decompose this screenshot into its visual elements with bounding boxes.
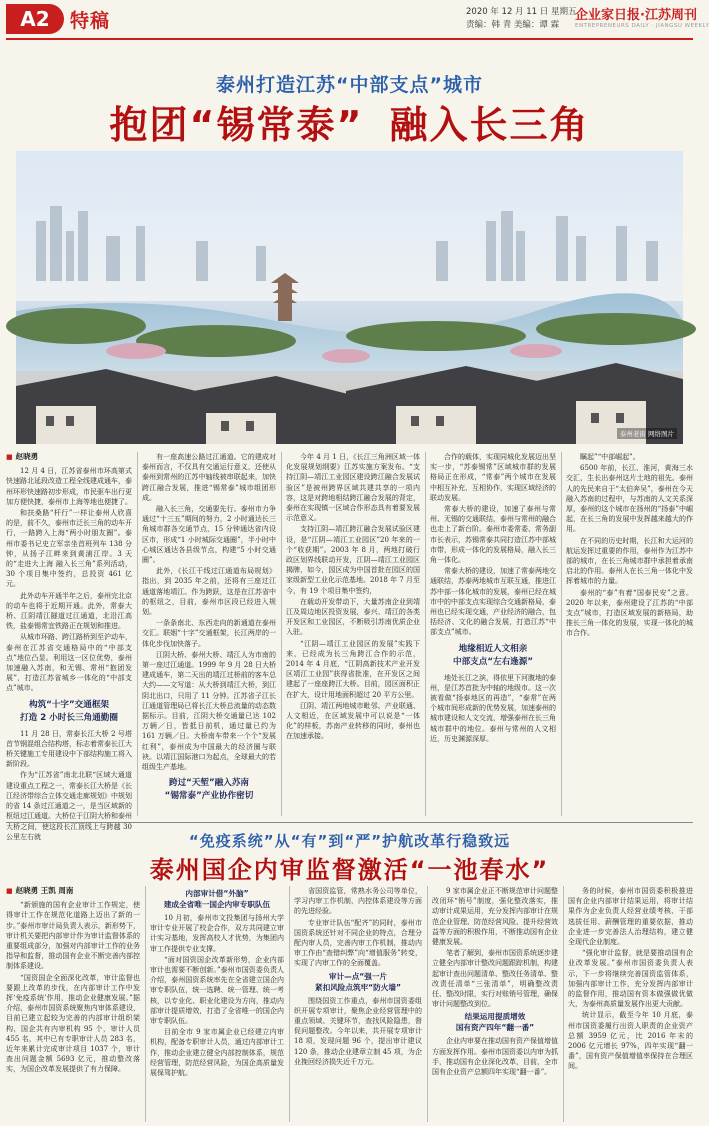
story2-byline: ■ 赵晓勇 王凯 周南 xyxy=(6,886,140,896)
story1-subhead-1: 构筑“十字”交通框架 打造 2 小时长三角通勤圈 xyxy=(20,699,118,723)
column-divider xyxy=(137,452,138,816)
paragraph: 瞩起”“中部崛起”。 xyxy=(580,453,640,461)
paragraph: 江阴大桥、泰州大桥、靖江人为市南的第一座过江通道。1999 年 9 月 28 日大桥建成通车，第二天出的靖江过桥前的客车总大约——文写道：从大桥到靖江大桥，到江阴北出口，只用了 11 分钟。江苏省子江长江通道管理局已将长江大桥总流量的动态数据标示。目前，江阴大桥交通量已达 102 万辆／日，皆抵日前机，通过量已约为 161 万辆／日。大桥南车带来一个个“发展红利”，泰州成为中国最大的经济圈与联袂。以靖江国际港口为起点，全球最大的若组级生产基地。 xyxy=(142,650,276,772)
paragraph: 从城市环路、跨江路桥到至沪动车，泰州在江苏省交通格局中的“中部支点”地位凸显。利用这一区位优势，泰州加速融入苏南，和无锡、常州“抱团发展”，打造江苏省城乡一体化的“中部支点”城市。 xyxy=(6,633,132,693)
paragraph: 和扶桑路“杆行”一样让泰州人欣喜的是，前不久，泰州市泛长三角的动车开行，一路跨入上海“两小时朋友圈”。泰州市委书记史立军亲坐首班列车 138 分钟，从扬子江畔来到黄浦江岸。3 天的“走进大上海 融入长三角”系列活动，30 个项目集中签约，总投资 461 亿元。 xyxy=(6,509,132,589)
column-divider xyxy=(145,886,146,1122)
story2-col1-text xyxy=(6,900,140,1074)
paragraph: 专业审计队伍“配齐”的同时，泰州市国资系统还针对不同企业的特点，合理分配内审人员，完善内审工作机制，推动内审工作由“查错纠弊”向“增值服务”转变，实现了内审工作的全面覆盖。 xyxy=(294,918,422,968)
paragraph: 常泰大桥的建设，加速了泰州与常州、无锡的交通联结，泰州与常州的融合也走上了新台阶。泰州市委常委、常务副市长表示，苏锡常泰共同打造江苏中部城市带，形成一体化的发展格局，融入长三角一体化。 xyxy=(430,505,556,565)
story1-col2-text xyxy=(142,452,276,772)
paragraph: 一条条南北、东西走向的新通道在泰州交汇。联姻“十字”交通框架，长江两岸的一体化步伐加快落子。 xyxy=(142,619,276,648)
masthead-rule xyxy=(6,38,693,40)
paragraph: 12 月 4 日，江苏省泰州市环高第式快速路北延段改造工程全线建成通车，泰州环形快速路初步形成，市民驱车出行更加方便快捷，泰州市上海等地也便捷了。 xyxy=(6,467,132,506)
paragraph: 在载动开发带动下，大量苏南企业到靖江及周边地区投资发展，泰兴、靖江的各类开发区和工业园区，不断吸引苏南优质企业入驻。 xyxy=(286,597,420,637)
story2-col4-text xyxy=(432,886,558,1009)
paragraph: 11 月 28 日，常泰长江大桥 2 号塔首节钢混组合结构塔，标志着常泰长江大桥关键施工专用建设中下部结构施工将入新阶段。 xyxy=(6,729,132,769)
paragraph: 统计显示，截至今年 10 月底，泰州市国资委履行出资人职责的企业资产总额 3959 亿元，比 2016 年末的 2006 亿元增长 97%，四年实现“翻一番”，国有资产保值增值率保持在合理区间。 xyxy=(568,1011,693,1071)
paragraph: 今年 4 月 1 日，《长江三角洲区域一体化发展规划纲要》江苏实施方案发布。“支持江阴—靖江工业园区建设跨江融合发展试验区”是被州跨界区域共建共享的一项内容，这是对跨地相结跨江融合发展的背定，泰州在实现镇一区域合作形态具有着要发展示范意义。 xyxy=(286,453,420,523)
column-divider xyxy=(289,886,290,1122)
story2-subhead-1: 内部审计借“外脑” 建成全省唯一国企内审专职队伍 xyxy=(163,889,271,909)
section-name: 特稿 xyxy=(70,10,111,32)
paragraph: 江阴、靖江两地城市毗邻、产业联通、人文相近，在区域发展中可以说是“一体化”的样板，苏南产业转移的同时，泰州也在加速承接。 xyxy=(286,701,420,741)
story1-column-1 xyxy=(6,452,132,841)
page-number-badge: A2 xyxy=(6,4,64,34)
paragraph: 合作的载体，实现同城化发展迈出坚实一步，“苏泰锡常”区域城市群的发展格局正在形成，“常泰”两个城市在发展中相互补充、互相协作，实现区域经济的联动发展。 xyxy=(430,453,556,502)
story2-col5-text xyxy=(568,886,693,1072)
story1-subhead-3: 地缘相近人文相亲 中部支点“左右逢源” xyxy=(452,643,534,667)
issue-date: 2020 年 12 月 11 日 星期五 xyxy=(466,7,577,17)
city-skyline-illustration xyxy=(16,151,683,444)
column-divider xyxy=(281,452,282,816)
paragraph: 省国资监管，常熟水务公司等单位，学习内审工作机制，内控体系建设等方面的先进经验。 xyxy=(294,887,422,916)
story2-kicker: “免疫系统”从“有”到“严”护航改革行稳致远 xyxy=(188,832,511,850)
story2-headline: 泰州国企内审监督激活“一池春水” xyxy=(149,856,550,884)
story2-column-3 xyxy=(294,886,422,1122)
masthead xyxy=(0,0,709,44)
story2-subhead-2: 审计—点“强一片 紧扣风险点筑牢“防火墙” xyxy=(315,971,401,992)
paragraph: 6500 年前，长江、淮河，黄海三水交汇，生长出泰州这片土地的祖先。泰州人的先民来自于“太伯奔吴”，泰州在今天融入苏南的过程中，与苏南的人文关系深厚，泰州的这个城市在扬州的“扬泰”中崛起，在长三角的发展中发挥越来越大的作用。 xyxy=(566,464,693,534)
paragraph: 在不同的历史时期，长江和大运河的航运发挥过重要的作用，泰州作为江苏中部的城市，在长三角城市群中承担着承南启北的作用。泰州人在长三角一体化中发挥着城市的力量。 xyxy=(566,536,693,586)
story2-col3-text xyxy=(294,886,422,969)
issue-info xyxy=(466,6,576,32)
paragraph: 此外，《长江干线过江通道布局规划》指出，到 2035 年之前，还将有三座过江通道落地靖江。作为跨跃，这是在江苏省中的枢纽之，目前，泰州市区段已经进入规划。 xyxy=(142,567,276,617)
paragraph: 有一座高速公路过江通道。它的建成对泰州而言，不仅具有交通运行意义，还使从泰州到常州的江苏中轴线被串联起来，加快跨江融合发展，推进“锡常泰”城市组团形成。 xyxy=(142,453,276,502)
story1-col4-text xyxy=(430,452,556,638)
column-divider xyxy=(563,886,564,1122)
story1-headline-part-a: 抱团“锡常泰” xyxy=(109,103,364,147)
column-divider xyxy=(425,452,426,816)
paragraph: “新颁施的国有企业审计工作规定，使得审计工作在规范化道路上迈出了新的一步。”泰州市审计局负责人表示，新形势下，审计机关要把内部审计作为审计监督体系的重要组成部分，加强对内部审计工作的业务指导和监督，推动国有企业不断完善内部控制体系建设。 xyxy=(6,901,140,971)
issue-editors: 责编：韩 青 美编：谭 霖 xyxy=(466,20,560,30)
newspaper-brand xyxy=(575,4,709,29)
paragraph: “面对国资国企改革新形势，企业内部审计也需要不断创新。”泰州市国资委负责人介绍，泰州国资系统率先在全省建立国企内审专职队伍，统一选聘、统一管理、统一考核，以专业化、职业化建设为方向，推动内部审计提质增效，打造了全省唯一的国企内审专职队伍。 xyxy=(150,955,284,1026)
story1-col1-text xyxy=(6,466,132,693)
paragraph: “江阴—靖江工业园区的发展”实践下来，已经成为长三角跨江合作的示范，2014 年 4 月底，“江阴高新技术产业开发区靖江工业园”获得省批准，在开发区之间建起了一座座跨江大桥。目前，园区面积正在扩大，设计用地面积超过 20 平方公里。 xyxy=(286,639,420,699)
story2-column-2 xyxy=(150,886,284,1122)
story1-col1b-text xyxy=(6,729,132,842)
paragraph: 10 月初，泰州市文投集团与扬州大学审计专业开展了校企合作，双方共同建立审计实习基地，发挥高校人才优势，为集团内审工作提供专业支撑。 xyxy=(150,914,284,953)
story2-col4b-text xyxy=(432,1036,558,1077)
story1-byline: ■ 赵晓勇 xyxy=(6,452,132,462)
story1-column-5 xyxy=(566,452,693,816)
paragraph: 泰州的“泰”有着“国泰民安”之意。2020 年以来，泰州建设了江苏的“中部支点”城市，打造区域发展的新格局，助推长三角一体化的发展，实现一体化的城市合作。 xyxy=(566,588,693,638)
story1-headline-part-b: 融入长三角 xyxy=(389,103,590,147)
story-separator xyxy=(6,822,693,823)
paragraph: “强化审计监督，就是要推动国有企业改革发展。”泰州市国资委负责人表示，下一步将继续完善国资监管体系，加强内部审计工作，充分发挥内部审计的监督作用，推动国有资本做强做优做大，为泰州高质量发展作出更大贡献。 xyxy=(568,949,693,1009)
paragraph: 笔者了解到，泰州市国资系统逐步建立健全内部审计整改问题跟踪机制，构建起审计查出问题清单、整改任务清单、整改责任清单“三张清单”，明确整改责任、整改时限，实行对账销号管理，确保审计问题整改到位。 xyxy=(432,949,558,1009)
story1-subhead-2: 跨过“天堑”融入苏南 “锡常泰”产业协作密切 xyxy=(164,778,254,802)
story1-kicker: 泰州打造江苏“中部支点”城市 xyxy=(216,74,483,96)
story2-col3b-text xyxy=(294,996,422,1067)
paragraph: 务的时候，泰州市国资委积极推进国有企业内部审计结果运用，将审计结果作为企业负责人经营业绩考核、干部选拔任用、薪酬管理的重要依据，推动企业进一步完善法人治理结构，建立健全现代企业制度。 xyxy=(568,887,693,947)
paragraph: 地处长江之滨，得依里下河腹地的泰州，是江苏首批为中轴的地级市。这一次被看做“扬泰地区的再造”，“泰常”在两个城市间形成新的优势发展，加速泰州的城市建设和人文交流，增强泰州在长三角城市群中的地位。泰州与常州的人文相近，历史渊源深厚。 xyxy=(430,673,556,743)
paragraph: 目前全市 9 家市属企业已经建立内审机构，配备专职审计人员，通过内部审计工作，推动企业建立健全内部控制体系，规范经营管理，防范经营风险，为国企高质量发展保驾护航。 xyxy=(150,1028,284,1078)
paragraph: 支持江阴—靖江跨江融合发展试验区建设，是“江阴—靖江工业园区”20 年来的一个“收获期”。2003 年 8 月，两地打破行政区划界线联动开发，江阴—靖江工业园区揭牌，如今，园区成为中国首批在园区的国家级新型工业化示范基地。2018 年 7 月至今，有 19 个项目集中签约， xyxy=(286,525,420,595)
story1-headline xyxy=(0,94,699,149)
story1-photo xyxy=(16,151,683,444)
photo-credit: 泰州老街 网络图片 xyxy=(617,428,677,439)
story2-col2-text xyxy=(150,913,284,1078)
story2-column-4 xyxy=(432,886,558,1122)
paragraph: 此外动车开通半年之后，泰州完北京的动车也将于近期开通。此外，常泰大桥、江阴靖江隧道过江通道，北沿江高铁，盐泰锡常宜铁路正在规划和推进。 xyxy=(6,591,132,631)
column-divider xyxy=(561,452,562,816)
brand-name-english: ENTREPRENEURS DAILY · JIANGSU WEEKLY xyxy=(575,23,709,29)
story2-subhead-3: 结果运用提质增效 国有资产四年“翻一番” xyxy=(455,1012,535,1033)
paragraph: 围绕国资工作重点，泰州市国资委组织开展专项审计，聚焦企业经营管理中的重点领域、关键环节，查找风险隐患，督促问题整改。今年以来，共开展专项审计 18 项，发现问题 96 个，提出审计建议 120 条，推动企业建章立制 45 项，为企业挽回经济损失近千万元。 xyxy=(294,996,422,1066)
story1-column-4 xyxy=(430,452,556,816)
paragraph: 9 家市属企业正不断规范审计问题整改闭环“销号”制度，强化整改落实，推动审计成果运用，充分发挥内部审计在规范企业管理、防范经营风险、提升经营效益等方面的积极作用，不断推动国有企业健康发展。 xyxy=(432,887,558,947)
story1-col4b-text xyxy=(430,673,556,744)
column-divider xyxy=(427,886,428,1122)
story1-column-2 xyxy=(142,452,276,816)
story2-column-1 xyxy=(6,886,140,1122)
paragraph: “国资国企全面深化改革，审计监督也要跟上改革的步伐，在内部审计工作中发挥‘免疫系统’作用，推动企业健康发展。”据介绍，泰州市国资系统聚焦内审体系建设，目前已建立起较为完善的内部审计组织架构，国企共有内审机构 95 个，审计人员 455 名，其中已有专职审计人员 283 名，近年来累计完成审计项目 1037 个，审计查出问题金额 5693 亿元，推动整改落实，为国企改革发展提供了有力保障。 xyxy=(6,973,140,1074)
brand-name: 企业家日报·江苏周刊 xyxy=(575,8,697,23)
story1-col5-text xyxy=(566,452,693,639)
paragraph: 作为“江苏省”南北北联“区域大通道建设重点工程之一，常泰长江大桥是《长江经济带综合立体交通走廊规划》中规划的省 14 条过江通道之一，是当区域新的枢纽过江通道。大桥位于江阴大桥和泰州大桥之间，使这段长江顶线上与跨越 30 公里左右就 xyxy=(6,771,132,841)
story1-column-3 xyxy=(286,452,420,816)
paragraph: 企业内审要在推动国有资产保值增值方面发挥作用。泰州市国资委以内审为抓手，推动国有企业深化改革，目前，全市国有企业资产总额四年实现“翻一番”。 xyxy=(432,1037,558,1077)
paragraph: 融入长三角，交通要先行。泰州市力争通过“十三五”期间的努力，2 小时通达长三角城市群各交通节点，15 分钟通达省内设区市，形成“1 小时城际交通圈”，半小时中心城区通达各县级节点，构建“5 小时交通圈”。 xyxy=(142,505,276,565)
paragraph: 常泰大桥的建设，加速了常泰两地交通联结，苏泰两地城市互联互通，推进江苏中部一体化城市的发展，泰州已经在城市中的中部支点实现综合交通新格局，泰州也已经实现交通，产业经济的融合，包括经济、文化的融合发展，打造江苏“中部支点”城市。 xyxy=(430,567,556,637)
story2-column-5 xyxy=(568,886,693,1122)
story1-col3-text xyxy=(286,452,420,742)
